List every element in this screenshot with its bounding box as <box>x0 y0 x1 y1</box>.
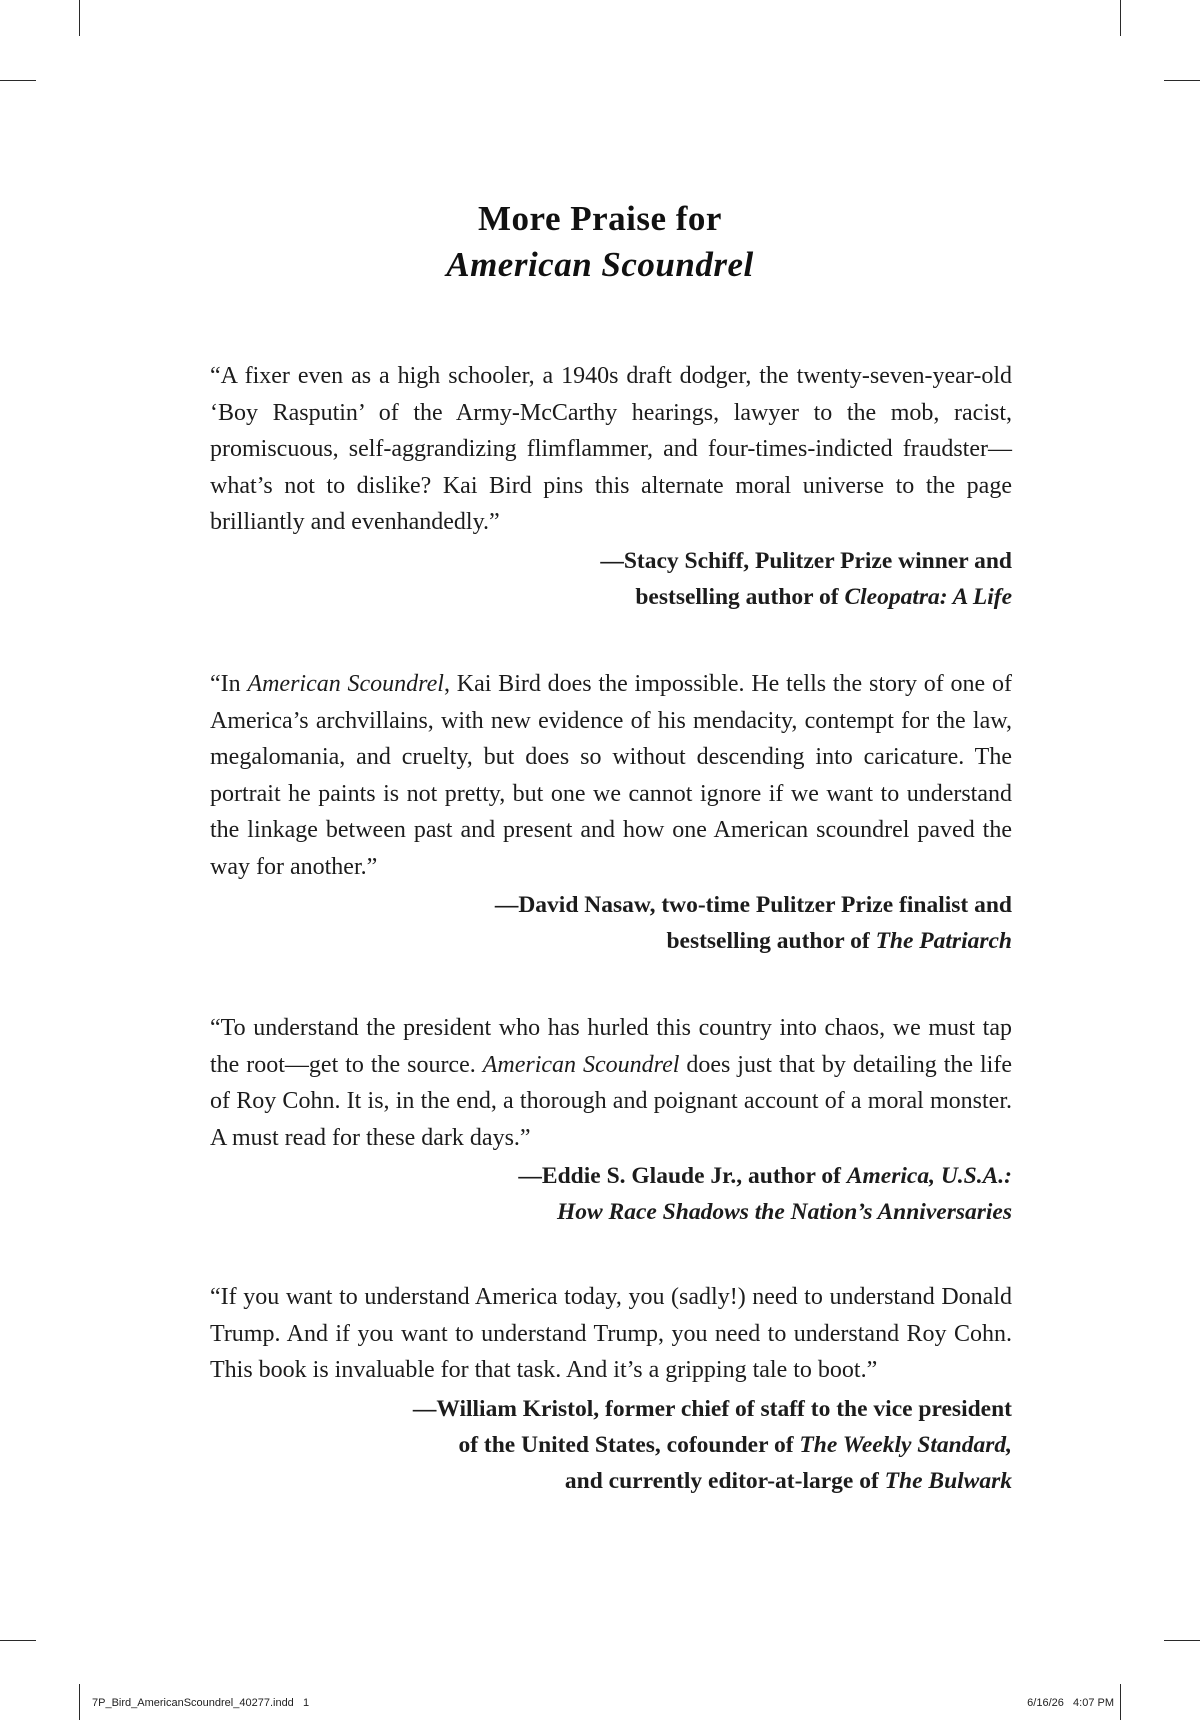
quote-text <box>210 358 1012 541</box>
attribution-publication-title: The Weekly Standard, <box>799 1431 1012 1458</box>
quote-text-prefix: “To understand the president who has hurled this country into chaos, we must tap the root—get to the source. <box>210 1015 1012 1078</box>
praise-quote-1 <box>210 358 1012 615</box>
attribution-book-title: The Patriarch <box>875 928 1012 954</box>
quote-book-title: American Scoundrel <box>482 1051 680 1078</box>
quote-text-body: “A fixer even as a high schooler, a 1940s draft dodger, the twenty-seven-year-old ‘Boy Rasputin’ of the Army-McCarthy hearings, lawyer to the mob, racist, promiscuous, self-aggrandizing flimflammer, and four-times-indicted fraudster—what’s not to dislike? Kai Bird pins this alternate moral universe to the page brilliantly and evenhandedly.” <box>210 363 1012 535</box>
attribution-line-3-prefix: and currently editor-at-large of <box>564 1467 885 1494</box>
quote-text-suffix: does just that by detailing the life of Roy Cohn. It is, in the end, a thorough and poignant account of a moral monster. A must read for these dark days.” <box>210 1051 1012 1151</box>
quote-text-body: “If you want to understand America today, you (sadly!) need to understand Donald Trump. And if you want to understand Trump, you need to understand Roy Cohn. This book is invaluable for that task. And it’s a gripping tale to boot.” <box>210 1284 1012 1383</box>
attribution-line-1: —Stacy Schiff, Pulitzer Prize winner and <box>600 547 1012 574</box>
attribution-book-title: America, U.S.A.: <box>846 1163 1012 1189</box>
crop-mark <box>1120 0 1121 36</box>
crop-mark <box>1120 1684 1121 1720</box>
quote-book-title: American Scoundrel <box>247 671 444 697</box>
print-slug-timestamp: 6/16/26 4:07 PM <box>1027 1697 1114 1709</box>
print-slug-filename: 7P_Bird_AmericanScoundrel_40277.indd 1 <box>92 1697 310 1709</box>
quote-text <box>210 1010 1012 1156</box>
attribution-line-3 <box>210 1463 1012 1499</box>
attribution-line-2 <box>210 923 1012 959</box>
attribution-line-2 <box>210 579 1012 615</box>
quote-text-suffix: , Kai Bird does the impossible. He tells the story of one of America’s archvillains, with new evidence of his mendacity, contempt for the law, megalomania, and cruelty, but does so without descending into caricature. The portrait he paints is not pretty, but one we cannot ignore if we want to understand the linkage between past and present and how one American scoundrel paved the way for another.” <box>210 671 1012 880</box>
quote-text-prefix: “In <box>210 671 248 697</box>
crop-mark <box>1164 80 1200 81</box>
crop-mark <box>0 1640 36 1641</box>
quote-text <box>210 1279 1012 1389</box>
attribution-line-2 <box>210 1194 1012 1230</box>
attribution-line-2-prefix: bestselling author of <box>666 928 876 954</box>
attribution-book-subtitle: How Race Shadows the Nation’s Anniversaries <box>556 1199 1012 1225</box>
attribution-line-2-prefix: bestselling author of <box>635 583 845 610</box>
attribution-line-2-prefix: of the United States, cofounder of <box>458 1431 800 1458</box>
quote-attribution <box>210 1158 1012 1230</box>
praise-quote-3 <box>210 1010 1012 1230</box>
title-line-2: American Scoundrel <box>446 245 754 284</box>
praise-quote-2 <box>210 666 1012 959</box>
quote-attribution <box>210 543 1012 615</box>
attribution-line-1: —David Nasaw, two-time Pulitzer Prize finalist and <box>494 892 1012 918</box>
page-title <box>0 196 1200 288</box>
quote-attribution <box>210 1391 1012 1499</box>
attribution-publication-title: The Bulwark <box>884 1467 1012 1494</box>
quote-text <box>210 666 1012 885</box>
attribution-line-1: —William Kristol, former chief of staff to the vice president <box>412 1395 1012 1422</box>
title-line-1: More Praise for <box>478 199 722 238</box>
attribution-line-2 <box>210 1427 1012 1463</box>
crop-mark <box>1164 1640 1200 1641</box>
crop-mark <box>79 1684 80 1720</box>
attribution-book-title: Cleopatra: A Life <box>844 583 1012 610</box>
crop-mark <box>79 0 80 36</box>
crop-mark <box>0 80 36 81</box>
quote-attribution <box>210 887 1012 959</box>
attribution-line-1-prefix: —Eddie S. Glaude Jr., author of <box>518 1163 847 1189</box>
attribution-line-1 <box>210 1158 1012 1194</box>
praise-quote-4 <box>210 1279 1012 1499</box>
